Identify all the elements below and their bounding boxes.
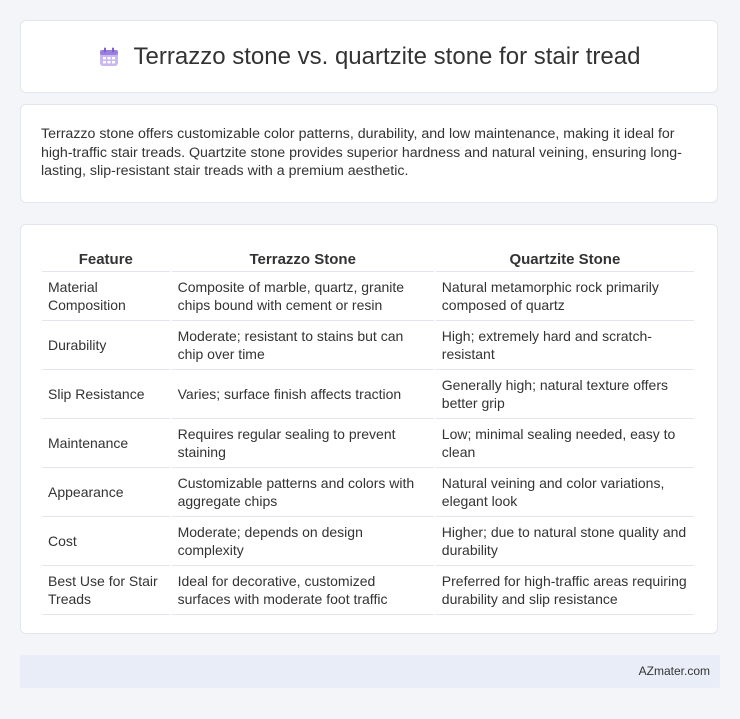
terrazzo-cell: Composite of marble, quartz, granite chips bound with cement or resin xyxy=(172,272,434,321)
table-row xyxy=(42,272,694,321)
table-header-row xyxy=(42,245,694,272)
terrazzo-cell: Requires regular sealing to prevent staining xyxy=(172,419,434,468)
column-header: Quartzite Stone xyxy=(436,245,694,272)
quartzite-cell: Generally high; natural texture offers better grip xyxy=(436,370,694,419)
footer-brand: AZmater.com xyxy=(638,664,710,678)
comparison-card xyxy=(20,224,718,634)
table-row xyxy=(42,321,694,370)
terrazzo-cell: Customizable patterns and colors with aggregate chips xyxy=(172,468,434,517)
terrazzo-cell: Moderate; resistant to stains but can chip over time xyxy=(172,321,434,370)
table-row xyxy=(42,370,694,419)
feature-cell: Material Composition xyxy=(42,272,170,321)
summary-text: Terrazzo stone offers customizable color patterns, durability, and low maintenance, making it ideal for high-traffic stair treads. Quartzite stone provides superior hardness and natural veining, ensuring long-lasting, slip-resistant stair treads with a premium aesthetic. xyxy=(41,126,682,179)
summary-card xyxy=(20,104,718,203)
table-row xyxy=(42,419,694,468)
quartzite-cell: Natural veining and color variations, elegant look xyxy=(436,468,694,517)
quartzite-cell: Low; minimal sealing needed, easy to clean xyxy=(436,419,694,468)
feature-cell: Durability xyxy=(42,321,170,370)
terrazzo-cell: Varies; surface finish affects traction xyxy=(172,370,434,419)
feature-cell: Best Use for Stair Treads xyxy=(42,566,170,615)
feature-cell: Slip Resistance xyxy=(42,370,170,419)
calendar-icon xyxy=(98,46,120,68)
footer-bar xyxy=(20,655,720,688)
column-header: Feature xyxy=(42,245,170,272)
table-row xyxy=(42,468,694,517)
terrazzo-cell: Moderate; depends on design complexity xyxy=(172,517,434,566)
quartzite-cell: High; extremely hard and scratch-resistant xyxy=(436,321,694,370)
terrazzo-cell: Ideal for decorative, customized surfaces with moderate foot traffic xyxy=(172,566,434,615)
quartzite-cell: Natural metamorphic rock primarily composed of quartz xyxy=(436,272,694,321)
column-header: Terrazzo Stone xyxy=(172,245,434,272)
page-title: Terrazzo stone vs. quartzite stone for stair tread xyxy=(133,42,641,70)
title-card xyxy=(20,20,718,93)
quartzite-cell: Higher; due to natural stone quality and durability xyxy=(436,517,694,566)
table-row xyxy=(42,566,694,615)
feature-cell: Cost xyxy=(42,517,170,566)
feature-cell: Maintenance xyxy=(42,419,170,468)
quartzite-cell: Preferred for high-traffic areas requiring durability and slip resistance xyxy=(436,566,694,615)
feature-cell: Appearance xyxy=(42,468,170,517)
table-row xyxy=(42,517,694,566)
comparison-table xyxy=(40,245,696,615)
